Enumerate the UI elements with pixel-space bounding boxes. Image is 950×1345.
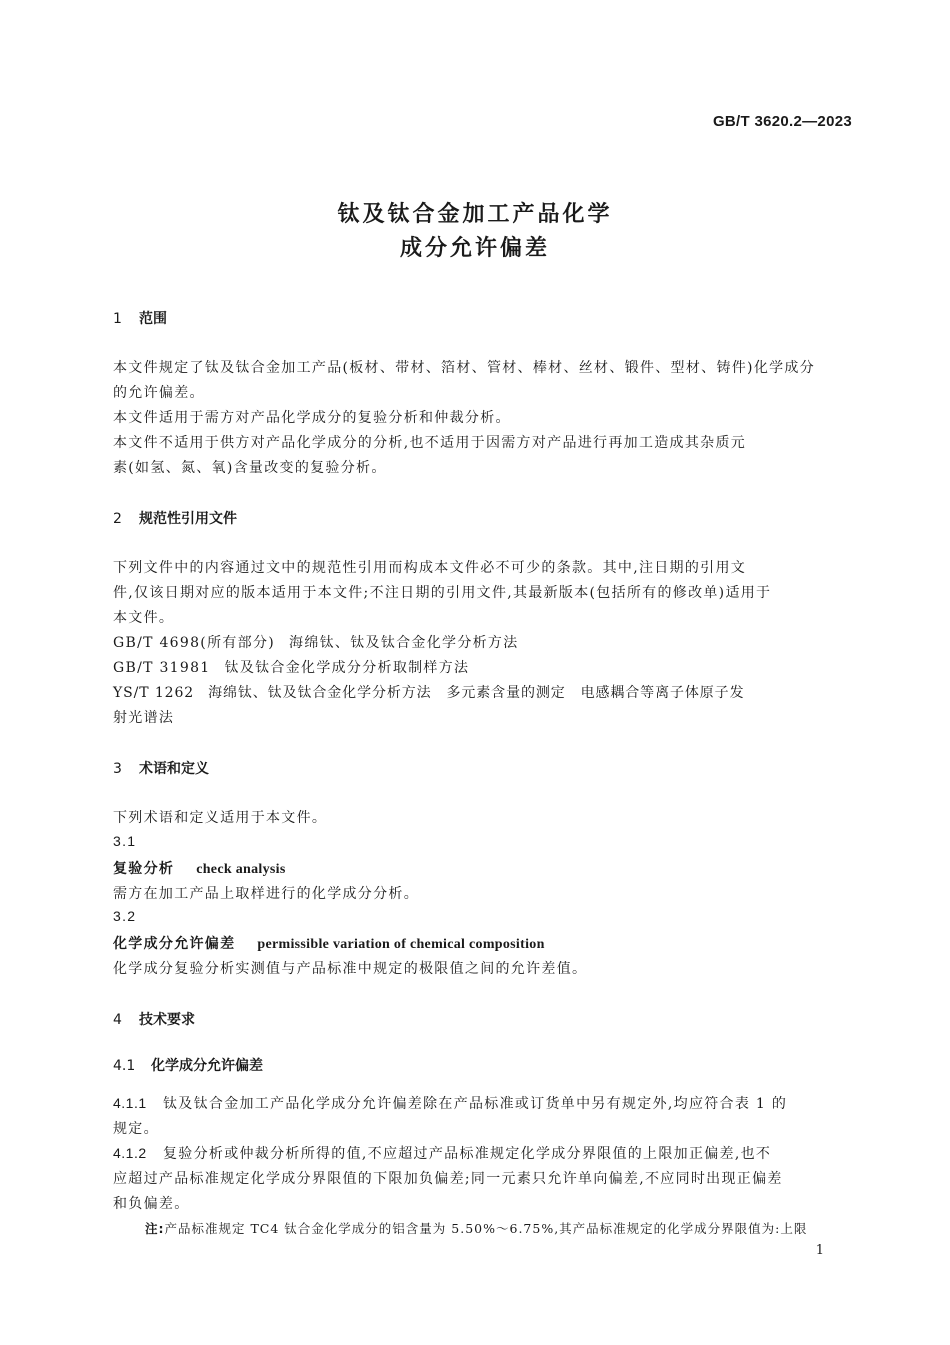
reference-item bbox=[113, 657, 469, 677]
paragraph-line: 的允许偏差。 bbox=[113, 385, 205, 401]
section-number: 2 bbox=[113, 511, 122, 527]
paragraph-line: 规定。 bbox=[113, 1121, 159, 1137]
term-number: 3.1 bbox=[113, 833, 137, 849]
subsection-title: 化学成分允许偏差 bbox=[151, 1058, 263, 1074]
section-number: 4 bbox=[113, 1012, 122, 1028]
clause-4-1-2 bbox=[113, 1143, 771, 1163]
reference-item bbox=[113, 682, 744, 702]
reference-title-continued: 射光谱法 bbox=[113, 710, 175, 726]
note-label: 注: bbox=[145, 1221, 165, 1236]
term-definition: 需方在加工产品上取样进行的化学成分分析。 bbox=[113, 886, 419, 902]
term-chinese: 化学成分允许偏差 bbox=[113, 936, 236, 952]
reference-title: 钛及钛合金化学成分分析取制样方法 bbox=[224, 660, 470, 676]
clause-text: 钛及钛合金加工产品化学成分允许偏差除在产品标准或订货单中另有规定外,均应符合表 1 的 bbox=[163, 1096, 788, 1112]
section-3-heading bbox=[113, 758, 209, 778]
clause-number: 4.1.2 bbox=[113, 1145, 147, 1161]
reference-code: YS/T 1262 bbox=[113, 685, 195, 701]
section-number: 3 bbox=[113, 761, 122, 777]
reference-title: 海绵钛、钛及钛合金化学分析方法 bbox=[289, 635, 519, 651]
term-english: permissible variation of chemical composition bbox=[257, 937, 545, 952]
paragraph-line: 本文件适用于需方对产品化学成分的复验分析和仲裁分析。 bbox=[113, 410, 511, 426]
term-english: check analysis bbox=[196, 862, 286, 877]
paragraph-line: 件,仅该日期对应的版本适用于本文件;不注日期的引用文件,其最新版本(包括所有的修改单)适用于 bbox=[113, 585, 772, 601]
subsection-4-1-heading bbox=[113, 1055, 263, 1075]
section-title: 术语和定义 bbox=[139, 761, 209, 777]
section-title: 规范性引用文件 bbox=[139, 511, 237, 527]
reference-code: GB/T 31981 bbox=[113, 660, 211, 676]
paragraph-line: 应超过产品标准规定化学成分界限值的下限加负偏差;同一元素只允许单向偏差,不应同时出现正偏差 bbox=[113, 1171, 783, 1187]
section-title: 范围 bbox=[139, 311, 167, 327]
term-number: 3.2 bbox=[113, 908, 137, 924]
section-2-heading bbox=[113, 508, 237, 528]
paragraph-line: 下列术语和定义适用于本文件。 bbox=[113, 810, 328, 826]
reference-title: 海绵钛、钛及钛合金化学分析方法 多元素含量的测定 电感耦合等离子体原子发 bbox=[208, 685, 745, 701]
section-4-heading bbox=[113, 1009, 195, 1029]
term-chinese: 复验分析 bbox=[113, 861, 175, 877]
term-definition: 化学成分复验分析实测值与产品标准中规定的极限值之间的允许差值。 bbox=[113, 961, 588, 977]
paragraph-line: 素(如氢、氮、氧)含量改变的复验分析。 bbox=[113, 460, 387, 476]
section-1-heading bbox=[113, 308, 167, 328]
paragraph-line: 本文件规定了钛及钛合金加工产品(板材、带材、箔材、管材、棒材、丝材、锻件、型材、铸件)化学成分 bbox=[113, 360, 816, 376]
page-number: 1 bbox=[815, 1243, 824, 1258]
document-title-line1: 钛及钛合金加工产品化学 bbox=[337, 202, 613, 227]
subsection-number: 4.1 bbox=[113, 1058, 136, 1074]
standard-code: GB/T 3620.2—2023 bbox=[712, 113, 852, 130]
paragraph-line: 本文件不适用于供方对产品化学成分的分析,也不适用于因需方对产品进行再加工造成其杂质元 bbox=[113, 435, 747, 451]
section-title: 技术要求 bbox=[139, 1012, 195, 1028]
paragraph-line: 下列文件中的内容通过文中的规范性引用而构成本文件必不可少的条款。其中,注日期的引用文 bbox=[113, 560, 747, 576]
reference-code: GB/T 4698(所有部分) bbox=[113, 635, 276, 651]
term-entry bbox=[113, 858, 286, 878]
term-entry bbox=[113, 933, 545, 953]
note-text: 产品标准规定 TC4 钛合金化学成分的铝含量为 5.50%～6.75%,其产品标准规定的化学成分界限值为:上限 bbox=[164, 1221, 808, 1236]
section-number: 1 bbox=[113, 311, 122, 327]
reference-item bbox=[113, 632, 519, 652]
paragraph-line: 本文件。 bbox=[113, 610, 175, 626]
clause-4-1-1 bbox=[113, 1093, 787, 1113]
document-title-line2: 成分允许偏差 bbox=[399, 236, 550, 261]
note bbox=[145, 1219, 807, 1237]
paragraph-line: 和负偏差。 bbox=[113, 1196, 190, 1212]
clause-number: 4.1.1 bbox=[113, 1095, 147, 1111]
clause-text: 复验分析或仲裁分析所得的值,不应超过产品标准规定化学成分界限值的上限加正偏差,也不 bbox=[163, 1146, 772, 1162]
